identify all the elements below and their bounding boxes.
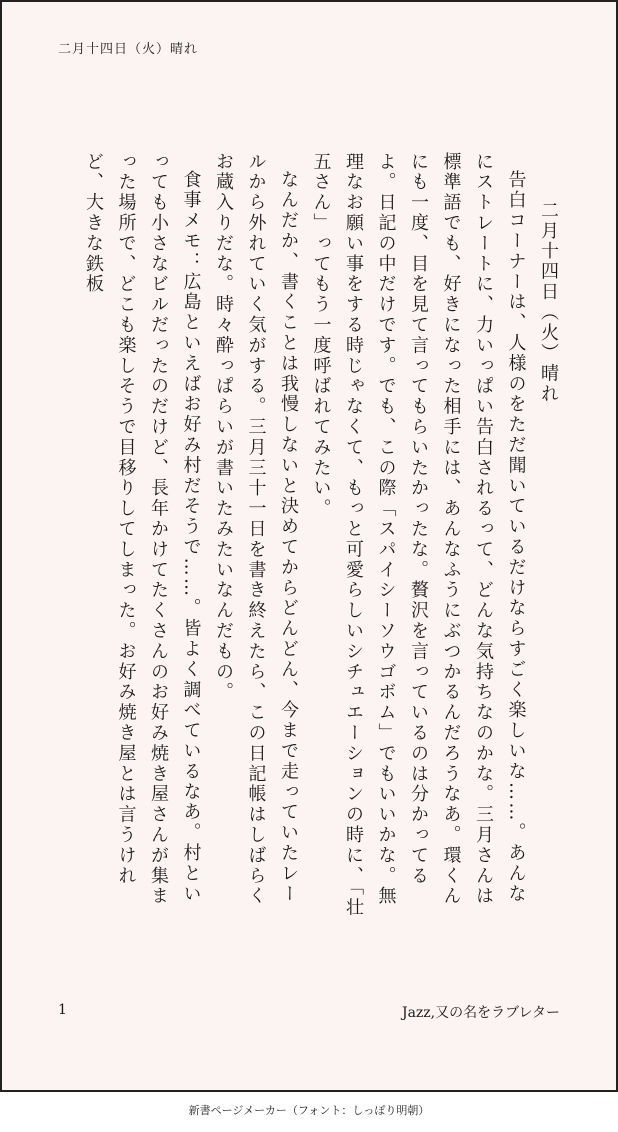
entry-title: 二月十四日（火）晴れ xyxy=(538,200,559,405)
paragraph-1: 告白コーナーは、人様のをただ聞いているだけならすごく楽しいな……。あんなにストレートに、力いっぱい告白されるって、どんな気持ちなのかな。三月さんは標準語でも、好きになった相手には、あんなふうにぶつかるんだろうなあ。環くんにも一度、目を見て言ってもらいたかったな。贅沢を言っているのは分かってるよ。日記の中だけです。でも、この際「スパイシーソウゴボム」でもいいかな。無理なお願い事をする時じゃなくて、もっと可愛らしいシチュエーションの時に、「壮五さん」ってもう一度呼ばれてみたい。 xyxy=(310,152,527,919)
running-header: 二月十四日（火）晴れ xyxy=(58,42,199,57)
paragraph-3: 食事メモ：広島といえばお好み村だそうで……。皆よく調べているなあ。村といっても小さなビルだったのだけど、長年かけてたくさんのお好み焼き屋さんが集まった場所で、どこも楽しそうで目移りしてしまった。お好み焼き屋とは言うけれど、大きな鉄板 xyxy=(83,152,202,907)
book-title: Jazz,又の名をラブレター xyxy=(401,1005,560,1021)
paragraph-2: なんだか、書くことは我慢しないと決めてからどんどん、今まで走っていたレールから外れていく気がする。三月三十一日を書き終えたら、この日記帳はしばらくお蔵入りだな。時々酔っぱらいが書いたみたいなんだもの。 xyxy=(213,152,299,907)
vertical-body-text xyxy=(68,152,564,922)
generator-credit: 新書ページメーカー（フォント：しっぽり明朝） xyxy=(188,1104,430,1117)
page-number: 1 xyxy=(58,1002,67,1018)
